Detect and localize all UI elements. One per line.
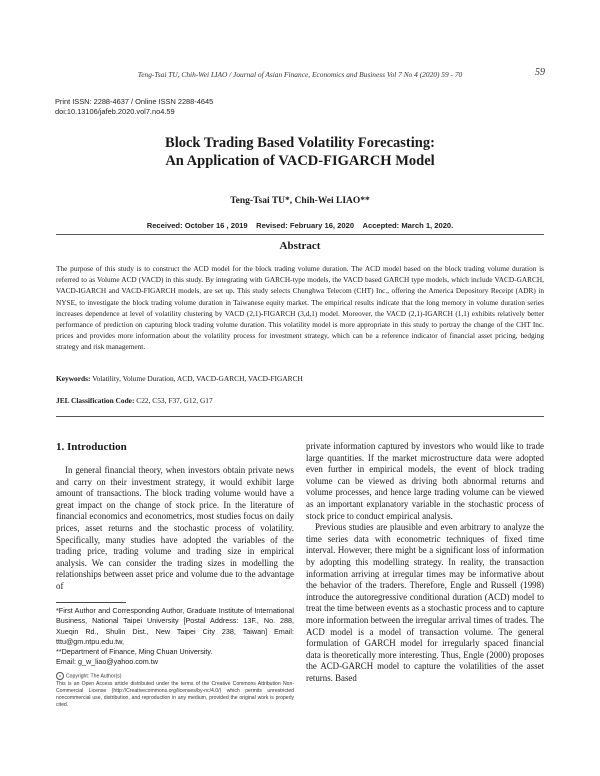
issn-block	[55, 97, 213, 117]
accepted-date: March 1, 2020.	[401, 221, 454, 230]
abstract-heading: Abstract	[279, 240, 321, 252]
footnote-line: Email: g_w_liao@yahoo.com.tw	[56, 657, 158, 667]
received-label: Received:	[146, 221, 183, 230]
keywords-label: Keywords:	[56, 374, 91, 383]
footnote-line: **Department of Finance, Ming Chuan University.	[56, 647, 213, 657]
license-text: This is an Open Access article distributed under the terms of the Creative Commons Attribution Non-Commercial License (http://Creativecommons.org/licenses/by-nc/4.0/) which permits unrestricted noncommercial use, distribution, and reproduction in any medium, provided the original work is properly cited.	[56, 680, 294, 709]
doi-line: doi:10.13106/jafeb.2020.vol7.no4.59	[55, 107, 175, 116]
keywords-text: Volatility, Volume Duration, ACD, VACD-GARCH, VACD-FIGARCH	[92, 374, 303, 383]
issn-line: Print ISSN: 2288-4637 / Online ISSN 2288-4645	[55, 97, 214, 106]
revised-label: Revised:	[256, 221, 288, 230]
revised-date: February 16, 2020	[289, 221, 355, 230]
jel-text: C22, C53, F37, G12, G17	[136, 396, 213, 405]
paper-title	[60, 134, 540, 170]
authors: Teng-Tsai TU*, Chih-Wei LIAO**	[230, 196, 370, 206]
title-line-2: An Application of VACD-FIGARCH Model	[165, 153, 435, 169]
paragraph: private information captured by investors who would like to trade large quantities. If the market microstructure data were adopted even further in empirical models, the event of block trading volume can be viewed as driving both abnormal returns and volume processes, and hence large trading volume can be viewed as an important explanatory variable in the stochastic process of stock price to conduct empirical analysis.	[306, 441, 544, 521]
divider-top	[56, 234, 544, 235]
jel-label: JEL Classification Code:	[56, 396, 135, 405]
right-column	[306, 441, 544, 684]
accepted-label: Accepted:	[362, 221, 400, 230]
divider-bottom	[56, 416, 544, 417]
running-head: Teng-Tsai TU, Chih-Wei LIAO / Journal of Asian Finance, Economics and Business Vol 7 No 4 (2020) 59 - 70	[137, 70, 463, 79]
paragraph: In general financial theory, when investors obtain private news and carry on their investment strategy, it would exhibit large amount of transactions. The block trading volume would have a great impact on the change of stock price. In the literature of financial economics and econometrics, most studies focus on daily prices, asset returns and the stochastic process of volatility. Specifically, many studies have adopted the variables of the trading price, trading volume and trading size in empirical analysis. We can consider the trading sizes in modelling the relationships between asset price and volume due to the advantage of	[56, 465, 294, 591]
left-column	[56, 465, 294, 593]
abstract-text: The purpose of this study is to construct the ACD model for the block trading volume duration. The ACD model based on the block trading volume duration is referred to as Volume ACD (VACD) in this study. By integrating with GARCH-type models, the VACD based GARCH type models, which include VACD-GARCH, VACD-IGARCH and VACD-FIGARCH models, are set up. This study selects Chunghwa Telecom (CHT) Inc., offering the America Depository Receipt (ADR) in NYSE, to investigate the block trading volume duration in Taiwanese equity market. The empirical results indicate that the long memory in volume duration series increases dependence at level of volatility clustering by VACD (2,1)-FIGARCH (3,d,1) model. Moreover, the VACD (2,1)-IGARCH (1,1) exhibits relatively better performance of prediction on capturing block trading volume duration. This volatility model is more appropriate in this study to portray the change of the CHT Inc. prices and provides more information about the volatility process for investment strategy, which can be a reference indicator of financial asset pricing, hedging strategy and risk management.	[56, 264, 544, 352]
paragraph: Previous studies are plausible and even arbitrary to analyze the time series data with econometric techniques of fixed time interval. However, there might be a significant loss of information by adopting this modelling strategy. In reality, the transaction information arriving at irregular times may be informative about the behavior of the traders. Therefore, Engle and Russell (1998) introduce the autoregressive conditional duration (ACD) model to treat the time between events as a stochastic process and to capture more information between the irregular arrival times of trades. The ACD model is a model of transaction volume. The general formulation of GARCH model for irregularly spaced financial data is theoretically more interesting. Thus, Engle (2000) proposes the ACD-GARCH model to capture the volatilities of the asset returns. Based	[306, 522, 544, 683]
footnote-divider	[56, 602, 126, 603]
open-access-notice	[56, 672, 294, 709]
received-date: October 16 , 2019	[184, 221, 248, 230]
copyright-line: Copyright: The Author(s)	[66, 673, 122, 680]
title-line-1: Block Trading Based Volatility Forecasting:	[165, 135, 435, 151]
jel-codes	[56, 395, 544, 406]
keywords	[56, 373, 544, 384]
footnote-line: *First Author and Corresponding Author, Graduate Institute of International Business, National Taipei University [Postal Address: 13F., No. 288, Xueqin Rd., Shulin Dist., New Taipei City 238, Taiwan] Email: tttu@gm.ntpu.edu.tw,	[56, 606, 294, 646]
page-number: 59	[535, 67, 545, 78]
section-heading: 1. Introduction	[56, 441, 127, 453]
footnote	[56, 606, 294, 668]
dates-line	[60, 221, 540, 230]
copyright-icon: c	[56, 672, 64, 680]
